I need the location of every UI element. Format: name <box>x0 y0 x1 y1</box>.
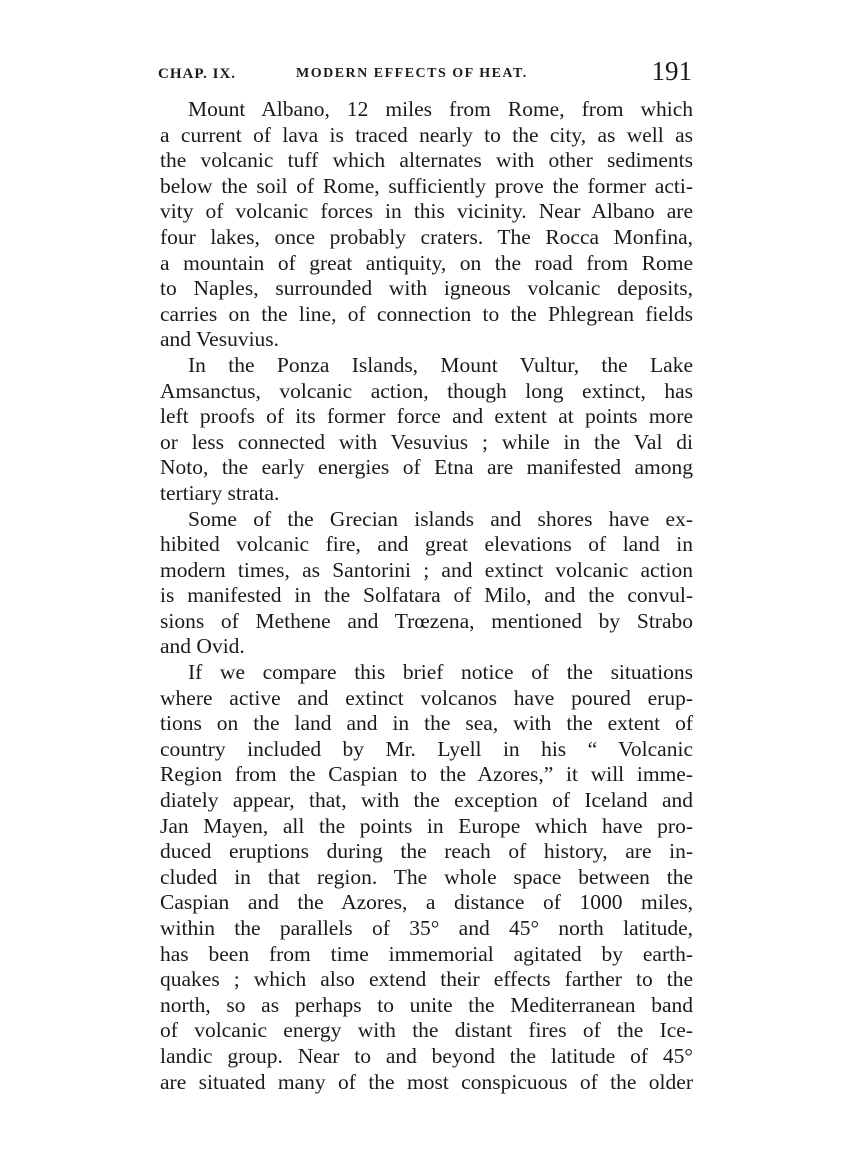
text-line: Amsanctus, volcanic action, though long extinct, has <box>160 378 693 403</box>
text-line: hibited volcanic fire, and great elevations of land in <box>160 532 693 557</box>
text-line: country included by Mr. Lyell in his “ Volcanic <box>160 736 693 761</box>
text-line: and Ovid. <box>160 634 245 659</box>
text-line: modern times, as Santorini ; and extinct volcanic action <box>160 557 693 582</box>
paragraph <box>160 660 693 1095</box>
text-line: In the Ponza Islands, Mount Vultur, the Lake <box>188 352 693 377</box>
text-line: landic group. Near to and beyond the latitude of 45° <box>160 1043 693 1068</box>
text-line: is manifested in the Solfatara of Milo, and the convul- <box>160 583 693 608</box>
text-line: has been from time immemorial agitated by earth- <box>160 941 693 966</box>
running-head <box>158 56 692 92</box>
text-line: north, so as perhaps to unite the Mediterranean band <box>160 992 693 1017</box>
text-line: Mount Albano, 12 miles from Rome, from which <box>188 97 693 121</box>
paragraph <box>160 97 693 353</box>
body-text <box>160 97 693 1095</box>
text-line: Noto, the early energies of Etna are manifested among <box>160 455 693 480</box>
text-line: diately appear, that, with the exception of Iceland and <box>160 788 693 813</box>
text-line: quakes ; which also extend their effects farther to the <box>160 967 693 992</box>
text-line: carries on the line, of connection to the Phlegrean fields <box>160 301 693 326</box>
text-line: Caspian and the Azores, a distance of 1000 miles, <box>160 890 693 915</box>
text-line: duced eruptions during the reach of history, are in- <box>160 839 693 864</box>
text-line: are situated many of the most conspicuous of the older <box>160 1069 693 1094</box>
text-line: left proofs of its former force and extent at points more <box>160 404 693 429</box>
text-line: If we compare this brief notice of the situations <box>188 660 693 685</box>
text-line: Jan Mayen, all the points in Europe which have pro- <box>160 813 693 838</box>
text-line: to Naples, surrounded with igneous volcanic deposits, <box>160 276 693 301</box>
text-line: vity of volcanic forces in this vicinity. Near Albano are <box>160 199 693 224</box>
text-line: below the soil of Rome, sufficiently prove the former acti- <box>160 173 693 198</box>
text-line: Region from the Caspian to the Azores,” it will imme- <box>160 762 693 787</box>
text-line: or less connected with Vesuvius ; while in the Val di <box>160 429 693 454</box>
chapter-label: CHAP. IX. <box>158 66 237 82</box>
paragraph <box>160 353 693 507</box>
text-line: a mountain of great antiquity, on the road from Rome <box>160 250 693 275</box>
page-number: 191 <box>651 56 692 86</box>
running-title: MODERN EFFECTS OF HEAT. <box>296 66 528 81</box>
text-line: the volcanic tuff which alternates with other sediments <box>160 148 693 173</box>
text-line: Some of the Grecian islands and shores have ex- <box>188 506 693 531</box>
text-line: tions on the land and in the sea, with the extent of <box>160 711 693 736</box>
text-line: cluded in that region. The whole space between the <box>160 864 693 889</box>
text-line: a current of lava is traced nearly to the city, as well as <box>160 122 693 147</box>
text-line: four lakes, once probably craters. The Rocca Monfina, <box>160 224 693 249</box>
text-line: tertiary strata. <box>160 480 280 505</box>
text-line: sions of Methene and Trœzena, mentioned by Strabo <box>160 608 693 633</box>
text-line: of volcanic energy with the distant fires of the Ice- <box>160 1018 693 1043</box>
text-line: and Vesuvius. <box>160 327 280 352</box>
text-line: within the parallels of 35° and 45° north latitude, <box>160 916 693 940</box>
paragraph <box>160 507 693 661</box>
text-line: where active and extinct volcanos have poured erup- <box>160 685 693 710</box>
